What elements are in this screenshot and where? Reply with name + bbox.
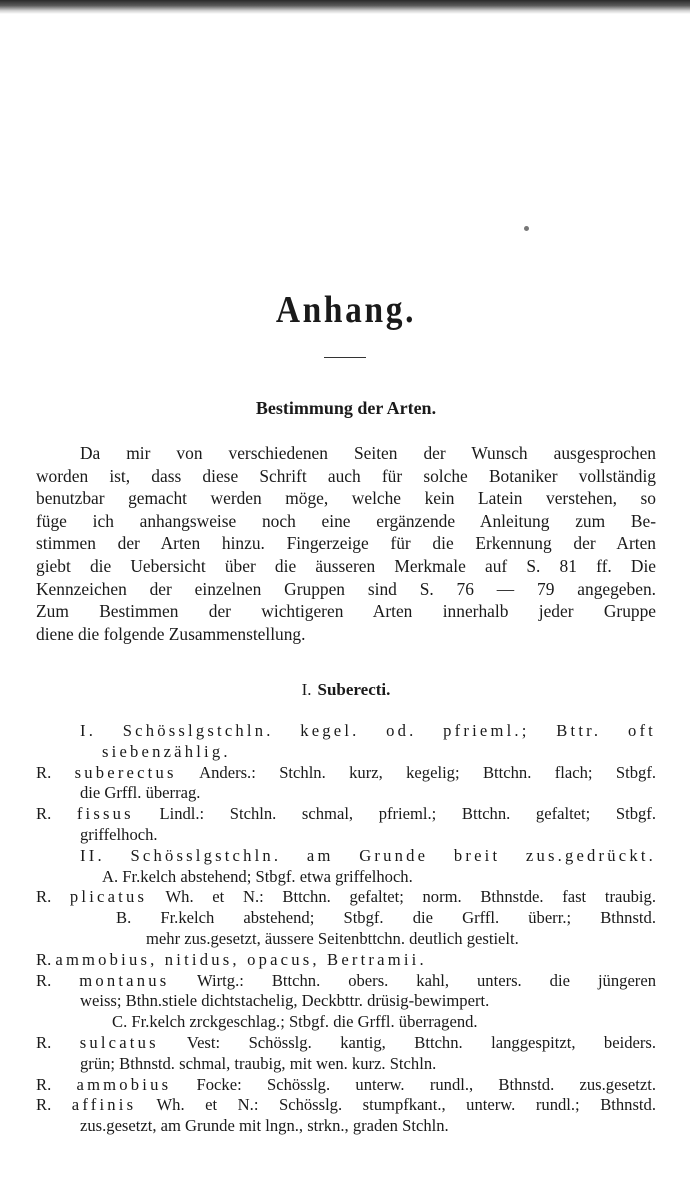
intro-line: Zum Bestimmen der wichtigeren Arten innerhalb jeder Gruppe: [36, 601, 656, 622]
species-prefix: R.: [36, 1095, 52, 1115]
species-name: ammobius: [76, 1074, 172, 1094]
page-title: Anhang.: [275, 289, 417, 331]
key-line: C. Fr.kelch zrckgeschlag.; Stbgf. die Grffl. überragend.: [112, 1012, 478, 1032]
intro-line: giebt die Uebersicht über die äusseren Merkmale auf S. 81 ff. Die: [36, 555, 656, 576]
key-line: die Grffl. überrag.: [80, 783, 201, 803]
key-line: I. Schösslgstchln. kegel. od. pfrieml.; Bttr. oft: [80, 721, 656, 740]
intro-line: worden ist, dass diese Schrift auch für solche Botaniker vollständig: [36, 465, 656, 486]
species-text: Focke: Schösslg. unterw. rundl., Bthnstd. zus.gesetzt.: [196, 1074, 656, 1094]
title-rule: [324, 357, 366, 358]
species-line: [36, 887, 656, 908]
key-line: mehr zus.gesetzt, äussere Seitenbttchn. deutlich gestielt.: [146, 928, 519, 948]
group-number: I.: [301, 680, 312, 699]
species-prefix: R.: [36, 1074, 52, 1094]
section-subtitle: Bestimmung der Arten.: [255, 398, 437, 418]
species-text: Wh. et N.: Bttchn. gefaltet; norm. Bthnstde. fast traubig.: [165, 887, 656, 907]
key-line: grün; Bthnstd. schmal, traubig, mit wen. kurz. Stchln.: [80, 1053, 437, 1073]
intro-paragraph: [36, 442, 656, 645]
species-name: plicatus: [69, 887, 148, 907]
species-line: [36, 1075, 656, 1096]
intro-line: Kennzeichen der einzelnen Gruppen sind S. 76 — 79 angegeben.: [36, 578, 656, 599]
intro-line: diene die folgende Zusammenstellung.: [36, 623, 306, 644]
species-name: affinis: [71, 1095, 137, 1115]
species-text: Vest: Schösslg. kantig, Bttchn. langgespitzt, beiders.: [186, 1032, 656, 1052]
species-text: Wh. et N.: Schösslg. stumpfkant., unterw. rundl.; Bthnstd.: [156, 1095, 656, 1115]
species-prefix: R.: [36, 949, 52, 969]
species-text: Lindl.: Stchln. schmal, pfrieml.; Bttchn. gefaltet; Stbgf.: [159, 804, 656, 824]
key-line: zus.gesetzt, am Grunde mit lngn., strkn., graden Stchln.: [80, 1116, 449, 1136]
intro-line: füge ich anhangsweise noch eine ergänzende Anleitung zum Be-: [36, 510, 656, 531]
species-prefix: R.: [36, 762, 52, 782]
species-text: Wirtg.: Bttchn. obers. kahl, unters. die jüngeren: [197, 970, 656, 990]
species-prefix: R.: [36, 804, 52, 824]
group-heading: [36, 680, 656, 700]
key-line: griffelhoch.: [80, 824, 158, 844]
intro-line: Da mir von verschiedenen Seiten der Wunsch ausgesprochen: [80, 443, 656, 463]
species-line: [36, 1095, 656, 1116]
group-name: Suberecti.: [317, 680, 391, 699]
key-line: B. Fr.kelch abstehend; Stbgf. die Grffl. überr.; Bthnstd.: [116, 908, 656, 928]
species-name: fissus: [76, 804, 134, 824]
species-prefix: R.: [36, 887, 52, 907]
species-name: sulcatus: [79, 1032, 159, 1052]
key-line: siebenzählig.: [102, 741, 231, 761]
intro-line: stimmen der Arten hinzu. Fingerzeige für die Erkennung der Arten: [36, 533, 656, 554]
species-text: Anders.: Stchln. kurz, kegelig; Bttchn. flach; Stbgf.: [199, 762, 657, 782]
species-line: [36, 1033, 656, 1054]
species-line: [36, 804, 656, 825]
key-entries: [36, 721, 656, 1137]
intro-line: benutzbar gemacht werden möge, welche kein Latein verstehen, so: [36, 488, 656, 509]
key-line: A. Fr.kelch abstehend; Stbgf. etwa griffelhoch.: [102, 866, 413, 886]
key-line: II. Schösslgstchln. am Grunde breit zus.gedrückt.: [80, 845, 656, 865]
species-line: [36, 971, 656, 992]
species-name: montanus: [79, 970, 170, 990]
species-name: suberectus: [74, 762, 177, 782]
key-line: weiss; Bthn.stiele dichtstachelig, Deckbttr. drüsig-bewimpert.: [80, 991, 490, 1011]
scan-edge: [0, 0, 690, 14]
species-line: [36, 763, 656, 784]
scan-speck: [524, 226, 529, 231]
species-prefix: R.: [36, 1032, 52, 1052]
species-line: [36, 950, 656, 971]
species-prefix: R.: [36, 970, 52, 990]
species-name: ammobius, nitidus, opacus, Bertramii.: [55, 949, 427, 969]
